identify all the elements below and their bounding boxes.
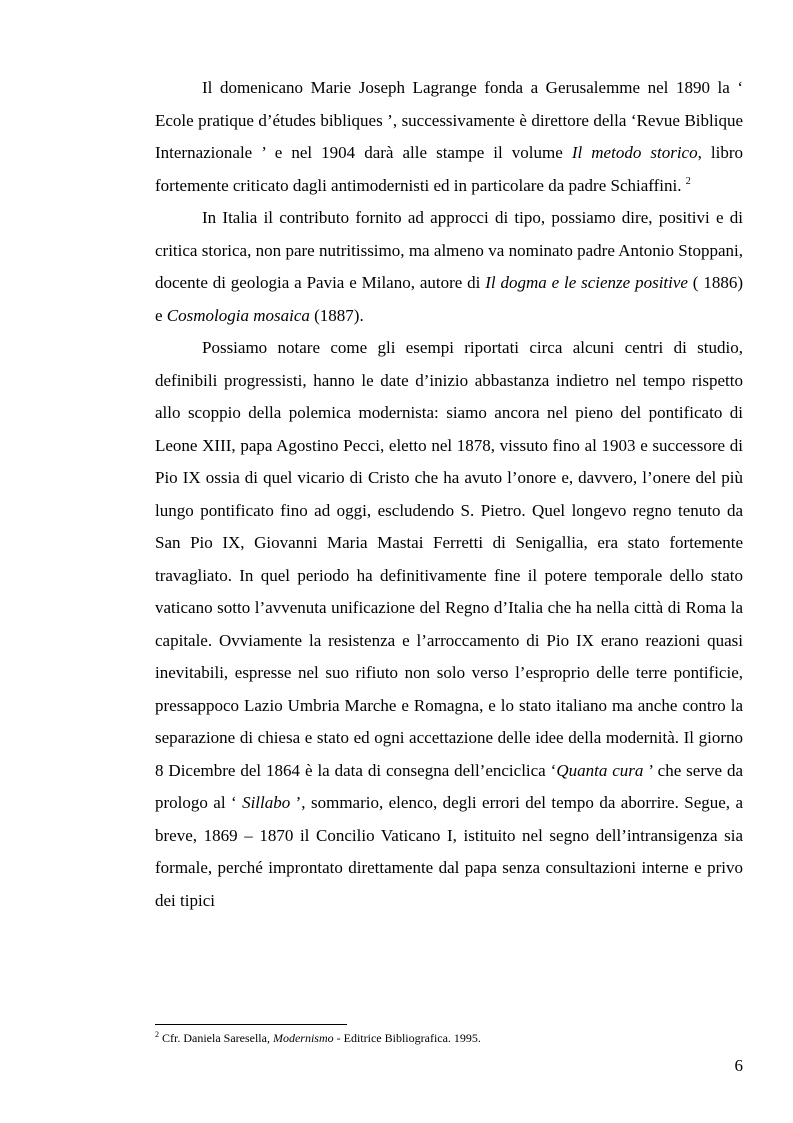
footnote-2 [155,1030,743,1046]
text-run: Cfr. Daniela Saresella, [159,1031,273,1045]
paragraph-pontificato [155,332,743,917]
footnote-separator [155,1024,347,1025]
italic-title: Quanta cura [556,760,644,780]
paragraph-lagrange [155,72,743,202]
text-run: ’, sommario, elenco, degli errori del tempo da aborrire. Segue, a breve, 1869 – 1870 il Concilio Vaticano I, istituito nel segno dell’intransigenza sia formale, perché improntato direttamente dal papa senza consultazioni interne e privo dei tipici [155,793,743,910]
italic-title: Modernismo [272,1031,334,1045]
footnote-marker: 2 [155,1030,159,1039]
text-run: (1887). [309,305,364,325]
text-run: ’ che serve da prologo al ‘ [155,760,743,812]
italic-title: Sillabo [242,793,291,812]
paragraph-stoppani [155,202,743,332]
body-text [155,72,743,917]
footnote-marker: 2 [685,175,691,187]
text-run: , libro fortemente criticato dagli antimodernisti ed in particolare da padre Schiaffini. [155,143,744,195]
text-run: Il domenicano Marie Joseph Lagrange fonda a Gerusalemme nel 1890 la ‘ Ecole pratique d’études bibliques ’, successivamente è direttore della ‘Revue Biblique Internazionale ’ e nel 1904 darà alle stampe il volume [155,78,743,162]
italic-title: Cosmologia mosaica [166,305,310,325]
italic-title: Il metodo storico [571,143,698,162]
text-run: In Italia il contributo fornito ad approcci di tipo, possiamo dire, positivi e di critica storica, non pare nutritissimo, ma almeno va nominato padre Antonio Stoppani, docente di geologia a Pavia e Milano, autore di [155,208,743,292]
text-run: - Editrice Bibliografica. 1995. [333,1031,481,1045]
page-number: 6 [734,1056,743,1075]
text-run: ( 1886) e [155,273,743,325]
text-run: Possiamo notare come gli esempi riportati circa alcuni centri di studio, definibili progressisti, hanno le date d’inizio abbastanza indietro nel tempo rispetto allo scoppio della polemica modernista: siamo ancora nel pieno del pontificato di Leone XIII, papa Agostino Pecci, eletto nel 1878, vissuto fino al 1903 e successore di Pio IX ossia di quel vicario di Cristo che ha avuto l’onore e, davvero, l’onere del più lungo pontificato fino ad oggi, escludendo S. Pietro. Quel longevo regno tenuto da San Pio IX, Giovanni Maria Mastai Ferretti di Senigallia, era stato fortemente travagliato. In quel periodo ha definitivamente fine il potere temporale dello stato vaticano sotto l’avvenuta unificazione del Regno d’Italia che ha nella città di Roma la capitale. Ovviamente la resistenza e l’arroccamento di Pio IX erano reazioni quasi inevitabili, espresse nel suo rifiuto non solo verso l’esproprio delle terre pontificie, pressappoco Lazio Umbria Marche e Romagna, e lo stato italiano ma anche contro la separazione di chiesa e stato ed ogni accettazione delle idee della modernità. Il giorno 8 Dicembre del 1864 è la data di consegna dell’enciclica ‘ [155,338,743,780]
italic-title: Il dogma e le scienze positive [485,273,688,292]
